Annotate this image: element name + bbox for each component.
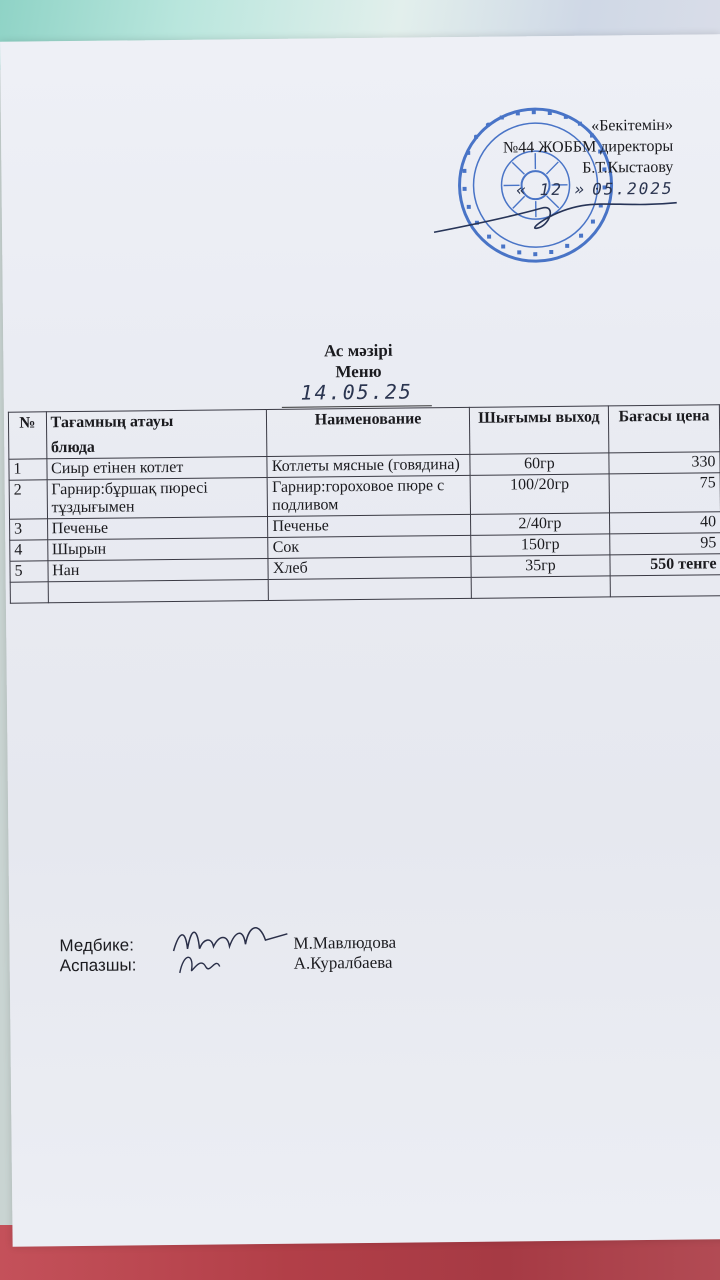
- menu-title-ru: Меню: [335, 361, 382, 382]
- row-output: 35гр: [471, 555, 611, 577]
- row-name-ru: Сок: [268, 535, 471, 558]
- cook-name: А.Куралбаева: [293, 952, 393, 973]
- row-name-ru: Хлеб: [268, 556, 471, 579]
- row-name-kz: Шырын: [47, 537, 268, 560]
- nurse-name: М.Мавлюдова: [293, 932, 397, 953]
- cook-signature-row: [60, 952, 480, 976]
- row-name-kz: Гарнир:бұршақ пюресі тұздығымен: [47, 477, 268, 518]
- row-price: 75: [609, 473, 720, 513]
- row-price: 330: [609, 452, 720, 474]
- row-no: 2: [9, 480, 47, 519]
- menu-titles: [243, 339, 473, 383]
- menu-table: [8, 404, 720, 603]
- row-name-kz: Нан: [48, 558, 269, 581]
- header-price: Бағасы цена: [608, 405, 719, 453]
- row-name-kz: Печенье: [47, 516, 268, 539]
- row-price: 40: [610, 512, 720, 534]
- header-name-kz-sub: блюда: [50, 438, 95, 457]
- director-signature: [432, 185, 683, 248]
- approval-date-rest: 05.2025: [592, 178, 674, 199]
- header-output: Шығымы выход: [469, 406, 609, 454]
- approval-director-name: Б.Т.Кыстаову: [582, 158, 674, 177]
- row-no: 5: [10, 561, 48, 582]
- header-name-kz-main: Тағамның атауы: [50, 412, 174, 432]
- row-no: 3: [10, 519, 48, 540]
- cook-signature: [170, 954, 294, 975]
- signatures-block: [59, 932, 479, 976]
- total-price: 550 тенге: [610, 554, 720, 576]
- menu-title-kz: Ас мәзірі: [323, 340, 393, 361]
- menu-date: 14.05.25: [282, 379, 432, 408]
- row-no: 4: [10, 540, 48, 561]
- row-price: 95: [610, 533, 720, 555]
- row-name-ru: Печенье: [268, 514, 471, 537]
- header-name-kz: [46, 409, 267, 458]
- table-header-row: [8, 405, 719, 459]
- row-no: 1: [9, 459, 47, 480]
- row-output: 150гр: [470, 534, 610, 556]
- cook-role: Аспазшы:: [59, 955, 137, 976]
- row-name-ru: Котлеты мясные (говядина): [267, 454, 470, 477]
- row-output: 2/40гр: [470, 513, 610, 535]
- header-no: №: [8, 412, 46, 459]
- row-output: 100/20гр: [470, 474, 610, 514]
- menu-document: [0, 34, 720, 1246]
- approval-school: №44 ЖОББМ: [502, 138, 597, 157]
- approval-school-line: [413, 136, 673, 160]
- row-name-kz: Сиыр етінен котлет: [47, 456, 268, 479]
- nurse-role: Медбике:: [59, 935, 134, 956]
- header-name-ru: Наименование: [267, 407, 470, 456]
- row-output: 60гр: [470, 453, 610, 475]
- approval-director: директоры: [600, 137, 674, 156]
- approval-date-day: « 12 »: [516, 179, 587, 200]
- approval-heading: «Бекітемін»: [591, 116, 674, 135]
- row-name-ru: Гарнир:гороховое пюре с подливом: [267, 475, 470, 516]
